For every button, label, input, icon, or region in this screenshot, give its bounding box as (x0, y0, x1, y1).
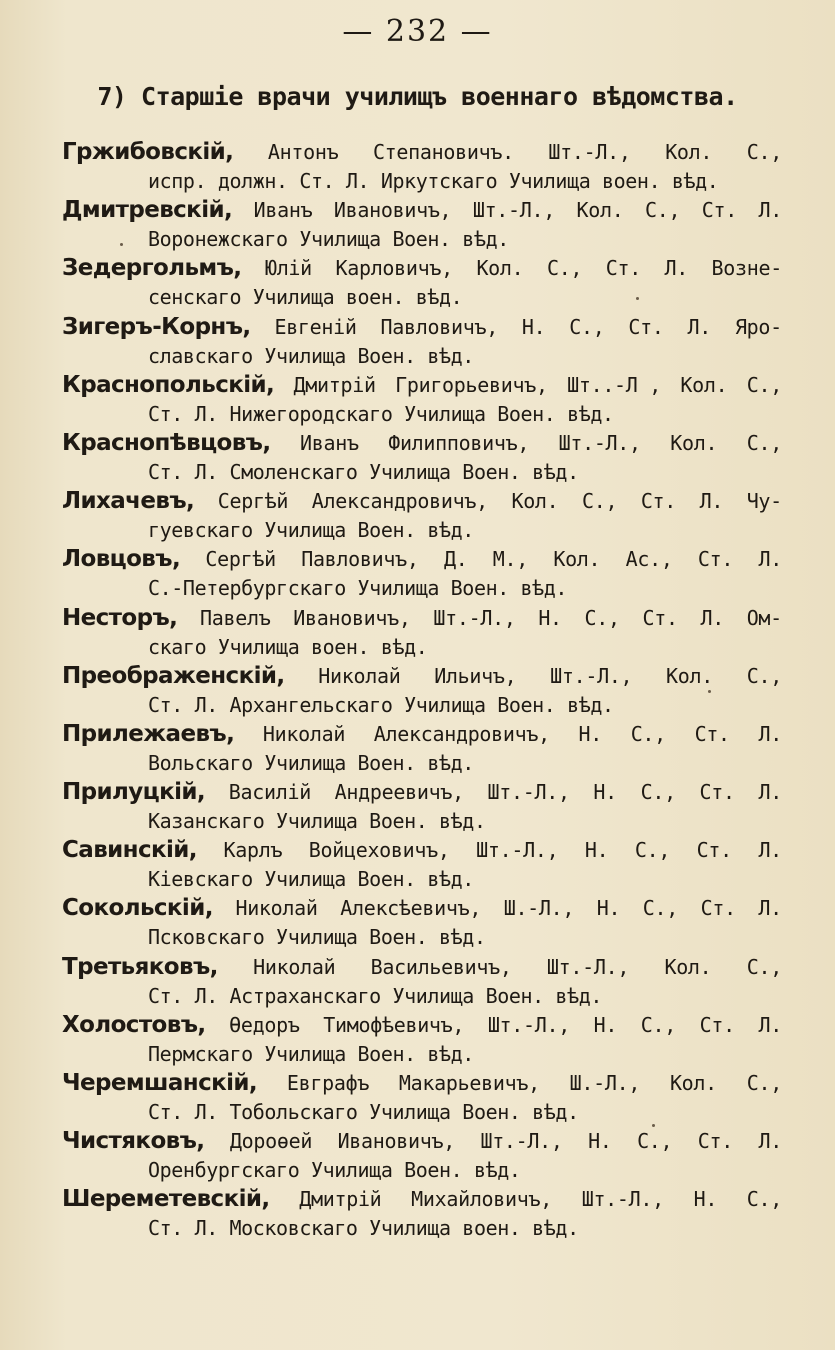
entry-word: Яро- (734, 314, 782, 339)
entry-word: С., (746, 663, 782, 688)
entry-word: С., (746, 372, 782, 397)
entry-surname: Зедергольмъ, (62, 255, 242, 282)
entry-word: Александровичъ, (373, 721, 550, 746)
entry-word: Тимофѣевичъ, (323, 1012, 465, 1037)
entry-first-line (62, 544, 782, 575)
entry-word: Макарьевичъ, (398, 1071, 540, 1095)
entry-first-line (62, 1068, 782, 1099)
section-title: 7) Старшіе врачи училищъ военнаго вѣдомства. (97, 82, 738, 111)
entry-first-line (62, 253, 782, 284)
entry-surname: Преображенскій, (62, 662, 285, 689)
entry-word: Ивановичъ, (333, 198, 452, 223)
entry-surname: Дмитревскій, (62, 197, 233, 224)
entry-word: С., (642, 896, 679, 921)
entry-word: Ст. (642, 605, 678, 630)
entry-word: Л. (758, 896, 782, 921)
entry-word: Василій (228, 780, 311, 805)
entry-first-line (62, 428, 782, 459)
entry-word: Л. (758, 1012, 782, 1037)
entry-word: Ш.-Л., (503, 896, 575, 921)
entry-word: С., (637, 1129, 673, 1154)
entry-word: Л. (700, 605, 724, 630)
entry-first-line (62, 1010, 782, 1041)
print-speck (652, 1124, 655, 1127)
entry-first-line (62, 952, 782, 983)
entry-word: Филипповичъ, (388, 430, 530, 455)
entry-word: Н. (593, 780, 617, 805)
list-entry (62, 1010, 782, 1068)
list-entry (62, 428, 782, 486)
entry-word: С., (582, 489, 618, 514)
entry-word: Ст. (699, 1012, 735, 1037)
entry-word: Н. (596, 896, 621, 921)
entry-word: Кол. (576, 198, 624, 223)
entry-word: Шт.-Л., (433, 605, 516, 630)
entry-second-line: Ст. Л. Тобольскаго Училища Воен. вѣд. (148, 1100, 579, 1124)
entry-second-line: Псковскаго Училища Воен. вѣд. (148, 925, 486, 950)
entry-word: Алексѣевичъ, (340, 896, 482, 921)
print-speck (120, 243, 123, 246)
entry-first-line (62, 1184, 782, 1215)
entry-word: Кол. (680, 372, 728, 397)
list-entry (62, 1126, 782, 1184)
entry-word: Шт.-Л., (581, 1187, 664, 1212)
list-entry (62, 370, 782, 428)
list-entry (62, 835, 782, 893)
entry-word: Евграфъ (286, 1071, 370, 1095)
entry-surname: Чистяковъ, (62, 1128, 205, 1155)
entry-word: Шт.-Л., (548, 140, 631, 164)
entries-list (62, 137, 782, 1243)
entry-first-line (62, 137, 782, 168)
list-entry (62, 952, 782, 1010)
entry-word: Ст. (694, 721, 730, 746)
entry-word: Дороѳей (229, 1129, 313, 1154)
entry-second-line: Оренбургскаго Училища Воен. вѣд. (148, 1158, 521, 1183)
entry-word: Иванъ (300, 430, 359, 455)
entry-word: С., (640, 1012, 676, 1037)
entry-second-line: Вольскаго Училища Воен. вѣд. (148, 750, 474, 775)
entry-second-line: сенскаго Училища воен. вѣд. (148, 285, 463, 310)
entry-word: Карлъ (223, 838, 283, 863)
entry-surname: Зигеръ-Корнъ, (62, 313, 251, 340)
entry-word: Н. (584, 838, 609, 863)
entry-word: Н. (521, 314, 546, 339)
list-entry (62, 312, 782, 370)
entry-first-line (62, 312, 782, 343)
list-entry (62, 719, 782, 777)
entry-word: Шт.-Л., (546, 954, 630, 979)
entry-word: Ст. (696, 838, 732, 863)
entry-word: Ст. (700, 896, 736, 921)
entry-surname: Краснопѣвцовъ, (62, 429, 271, 456)
entry-second-line: С.-Петербургскаго Училища Воен. вѣд. (148, 576, 568, 601)
list-entry (62, 486, 782, 544)
entry-word: Ст. (628, 314, 664, 339)
entry-word: Л. (758, 547, 782, 572)
entry-word: Шт.-Л., (487, 780, 570, 805)
entry-word: С., (546, 256, 583, 281)
entry-first-line (62, 195, 782, 226)
entry-word: Павловичъ, (380, 314, 498, 339)
print-speck (636, 297, 639, 300)
entry-word: Павелъ (200, 605, 271, 630)
entry-word: Возне- (711, 256, 782, 281)
entry-word: Евгеній (274, 314, 357, 339)
entry-word: Ивановичъ, (337, 1129, 455, 1154)
entry-word: Ильичъ, (434, 663, 517, 688)
entry-word: Д. (443, 547, 468, 572)
entry-word: С., (746, 140, 782, 164)
entry-word: С., (746, 430, 782, 455)
entry-word: Васильевичъ, (370, 954, 512, 979)
list-entry (62, 893, 782, 951)
entry-surname: Прилуцкій, (62, 779, 206, 806)
entry-word: Шт.-Л., (480, 1129, 563, 1154)
entry-word: Войцеховичъ, (308, 838, 450, 863)
entry-second-line: Пермскаго Училища Воен. вѣд. (148, 1041, 474, 1066)
entry-word: Н. (693, 1187, 718, 1212)
entry-word: Ст. (701, 198, 737, 223)
entry-word: Антонъ (267, 140, 339, 164)
entry-word: Николай (262, 721, 346, 746)
entry-second-line: скаго Училища воен. вѣд. (148, 634, 428, 659)
entry-word: Ивановичъ, (293, 605, 411, 630)
page-number: — 232 — (342, 14, 493, 49)
entry-word: С., (645, 198, 681, 223)
entry-word: Л. (758, 838, 782, 863)
entry-word: С., (746, 1187, 782, 1212)
entry-second-line: Ст. Л. Московскаго Училища воен. вѣд. (148, 1216, 579, 1241)
entry-word: Ст. (697, 547, 734, 572)
entry-word: Л. (758, 198, 782, 223)
list-entry (62, 603, 782, 661)
entry-word: Н. (593, 1012, 618, 1037)
entry-surname: Черемшанскій, (62, 1070, 258, 1096)
entry-word: Шт.-Л., (550, 663, 633, 688)
entry-first-line (62, 370, 782, 401)
list-entry (62, 1068, 782, 1126)
entry-second-line: гуевскаго Училища Воен. вѣд. (148, 518, 474, 543)
entry-second-line: Казанскаго Училища Воен. вѣд. (148, 809, 486, 834)
entry-word: Кол. (511, 489, 559, 514)
entry-word: Иванъ (253, 198, 313, 223)
entry-word: Кол. (665, 140, 713, 164)
entry-word: Николай (253, 954, 336, 979)
entry-word: Ст. (697, 1129, 733, 1154)
list-entry (62, 1184, 782, 1242)
list-entry (62, 195, 782, 253)
entry-word: Степановичъ. (372, 140, 514, 164)
entry-word: М., (492, 547, 528, 572)
entry-surname: Гржибовскій, (62, 139, 234, 165)
entry-surname: Сокольскій, (62, 895, 213, 922)
entry-word: С., (640, 780, 676, 805)
entry-first-line (62, 719, 782, 750)
entry-first-line (62, 893, 782, 924)
entry-surname: Ловцовъ, (62, 546, 181, 573)
entry-word: Кол. (476, 256, 524, 281)
entry-first-line (62, 603, 782, 634)
entry-second-line: Ст. Л. Смоленскаго Училища Воен. вѣд. (148, 459, 579, 484)
entry-word: Чу- (746, 489, 782, 514)
entry-second-line: Ст. Л. Астраханскаго Училища Воен. вѣд. (148, 983, 602, 1008)
entry-word: Ст. (699, 780, 735, 805)
entry-word: Дмитрій (293, 372, 376, 397)
entry-word: Л. (758, 721, 782, 746)
entry-word: Дмитрій (299, 1187, 382, 1212)
list-entry (62, 253, 782, 311)
entry-word: С., (746, 1071, 782, 1095)
entry-word: Кол. (553, 547, 601, 572)
entry-word: Павловичъ, (301, 547, 419, 572)
list-entry (62, 137, 782, 195)
entry-surname: Савинскій, (62, 837, 197, 864)
entry-first-line (62, 835, 782, 866)
entry-word: Л. (758, 1129, 782, 1154)
entry-surname: Шереметевскій, (62, 1186, 270, 1213)
entry-word: Сергѣй (217, 489, 289, 514)
entry-second-line: Воронежскаго Училища Воен. вѣд. (148, 227, 509, 252)
entry-word: Андреевичъ, (334, 780, 464, 805)
entry-word: Л. (687, 314, 712, 339)
entry-surname: Несторъ, (62, 604, 178, 631)
entry-word: С., (630, 721, 666, 746)
entry-second-line: славскаго Училища Воен. вѣд. (148, 343, 474, 368)
entry-second-line: Ст. Л. Нижегородскаго Училища Воен. вѣд. (148, 401, 614, 426)
entry-word: Кол. (669, 1071, 717, 1095)
entry-word: Ѳедоръ (229, 1012, 300, 1037)
entry-word: Шт.-Л., (558, 430, 641, 455)
entry-second-line: Ст. Л. Архангельскаго Училища Воен. вѣд. (148, 692, 614, 717)
entry-word: Александровичъ, (311, 489, 488, 514)
entry-word: Шт.-Л., (487, 1012, 570, 1037)
entry-first-line (62, 486, 782, 517)
entry-first-line (62, 661, 782, 692)
entry-word: Сергѣй (205, 547, 276, 572)
entry-word: Кол. (664, 954, 712, 979)
entry-word: Кол. (670, 430, 718, 455)
entry-word: Юлій (264, 256, 312, 281)
entry-word: Л. (664, 256, 688, 281)
entry-word: Ст. (640, 489, 677, 514)
entry-word: Карловичъ, (335, 256, 453, 281)
entry-word: Л. (699, 489, 724, 514)
entry-surname: Лихачевъ, (62, 488, 195, 515)
entry-surname: Третьяковъ, (62, 953, 218, 980)
entry-second-line: испр. должн. Ст. Л. Иркутскаго Училища воен. вѣд. (148, 169, 719, 193)
entry-first-line (62, 777, 782, 808)
entry-word: Н. (578, 721, 603, 746)
entry-word: Ш.-Л., (569, 1071, 641, 1095)
entry-word: С., (584, 605, 620, 630)
entry-first-line (62, 1126, 782, 1157)
entry-surname: Прилежаевъ, (62, 720, 235, 747)
entry-word: С., (569, 314, 605, 339)
entry-word: Шт..-Л , (567, 372, 662, 397)
entry-word: Ас., (625, 547, 673, 572)
entry-word: Ом- (746, 605, 782, 630)
entry-surname: Краснопольскій, (62, 371, 275, 398)
entry-word: С., (634, 838, 671, 863)
entry-word: Михайловичъ, (411, 1187, 553, 1212)
entry-word: Л. (758, 780, 782, 805)
entry-surname: Холостовъ, (62, 1011, 206, 1038)
entry-word: Николай (318, 663, 401, 688)
list-entry (62, 544, 782, 602)
entry-word: Григорьевичъ, (395, 372, 548, 397)
entry-second-line: Кіевскаго Училища Воен. вѣд. (148, 867, 474, 892)
entry-word: Шт.-Л., (476, 838, 559, 863)
entry-word: Николай (235, 896, 318, 921)
list-entry (62, 777, 782, 835)
entry-word: Ст. (605, 256, 641, 281)
entry-word: С., (746, 954, 782, 979)
entry-word: Н. (588, 1129, 612, 1154)
entry-word: Н. (538, 605, 562, 630)
entry-word: Шт.-Л., (472, 198, 556, 223)
entry-word: Кол. (666, 663, 713, 688)
print-speck (708, 690, 711, 693)
list-entry (62, 661, 782, 719)
